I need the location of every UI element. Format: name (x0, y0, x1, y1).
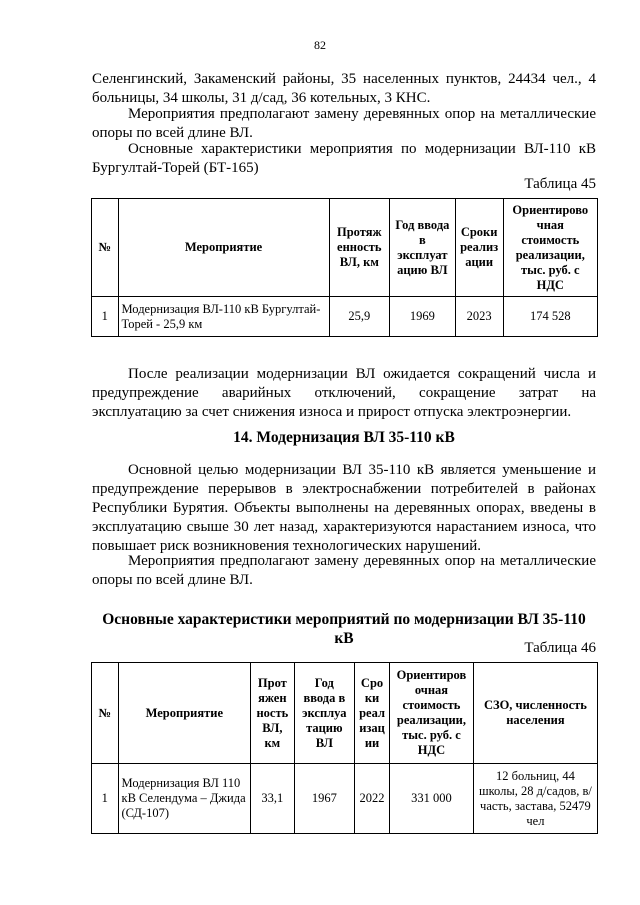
table-header-cell: Год ввода в эксплуа тацию ВЛ (294, 663, 354, 764)
table-46-caption: Таблица 46 (524, 640, 596, 656)
table-cell: Модернизация ВЛ-110 кВ Бургултай-Торей - 25,9 км (118, 297, 329, 337)
text-line: Основные характеристики мероприятия по модернизации ВЛ-110 кВ (128, 141, 596, 157)
text-line: опоры по всей длине ВЛ. (92, 572, 253, 588)
table-cell: 2022 (355, 764, 390, 834)
table-header-cell: Протяж енность ВЛ, км (329, 199, 389, 297)
table-header-cell: Ориентирово чная стоимость реализации, тыс. руб. с НДС (503, 199, 597, 297)
text-line: эксплуатацию свыше 30 лет назад, характеризуются нарастанием износа, что (92, 519, 596, 535)
table-header-cell: Год ввода в эксплуат ацию ВЛ (390, 199, 456, 297)
table-cell: 1 (92, 764, 119, 834)
table-46 (91, 662, 598, 834)
table-cell: 2023 (455, 297, 503, 337)
table-header-cell: Сро ки реал изац ии (355, 663, 390, 764)
table-cell: 174 528 (503, 297, 597, 337)
table-header-cell: Прот яжен ность ВЛ, км (251, 663, 294, 764)
text-line: Селенгинский, Закаменский районы, 35 населенных пунктов, 24434 чел., 4 (92, 71, 596, 87)
table-header-cell: Сроки реализ ации (455, 199, 503, 297)
table-cell: 25,9 (329, 297, 389, 337)
text-line: После реализации модернизации ВЛ ожидается сокращений числа и (128, 366, 596, 382)
table-header-cell: Мероприятие (118, 199, 329, 297)
table-cell: 12 больниц, 44 школы, 28 д/садов, в/часть, застава, 52479 чел (473, 764, 597, 834)
text-line: Республики Бурятия. Объекты выполнены на деревянных опорах, введены в (92, 500, 596, 516)
characteristics-heading: Основные характеристики мероприятий по модернизации ВЛ 35-110 кВ (102, 611, 586, 647)
text-line: Мероприятия предполагают замену деревянных опор на металлические (128, 553, 596, 569)
table-header-cell: № (92, 199, 119, 297)
table-45 (91, 198, 598, 337)
page-number: 82 (314, 38, 326, 52)
text-line: Основной целью модернизации ВЛ 35-110 кВ является уменьшение и (128, 462, 596, 478)
text-line: повышает риск возникновения технологических нарушений. (92, 538, 482, 554)
table-cell: 331 000 (390, 764, 474, 834)
table-row (92, 297, 598, 337)
table-header-row (92, 199, 598, 297)
table-header-cell: № (92, 663, 119, 764)
paragraph-2 (92, 105, 596, 143)
paragraph-1 (92, 70, 596, 108)
table-cell: 1967 (294, 764, 354, 834)
table-cell: 1 (92, 297, 119, 337)
table-cell: 33,1 (251, 764, 294, 834)
table-row (92, 764, 598, 834)
table-header-cell: Мероприятие (118, 663, 251, 764)
text-line: предупреждение аварийных отключений, сокращение затрат на (92, 385, 596, 401)
table-header-cell: Ориентиров очная стоимость реализации, тыс. руб. с НДС (390, 663, 474, 764)
text-line: больницы, 34 школы, 31 д/сад, 36 котельных, 3 КНС. (92, 90, 431, 106)
text-line: Бургултай-Торей (БТ-165) (92, 160, 259, 176)
paragraph-3 (92, 140, 596, 178)
paragraph-5 (92, 461, 596, 556)
text-line: опоры по всей длине ВЛ. (92, 125, 253, 141)
table-header-row (92, 663, 598, 764)
table-header-cell: СЗО, численность населения (473, 663, 597, 764)
text-line: предупреждение перерывов в электроснабжении потребителей в районах (92, 481, 596, 497)
text-line: эксплуатацию за счет снижения износа и прирост отпуска электроэнергии. (92, 404, 572, 420)
paragraph-4 (92, 365, 596, 422)
table-cell: 1969 (390, 297, 456, 337)
table-cell: Модернизация ВЛ 110 кВ Селендума – Джида (СД-107) (118, 764, 251, 834)
table-45-caption: Таблица 45 (524, 176, 596, 192)
paragraph-6 (92, 552, 596, 590)
text-line: Мероприятия предполагают замену деревянных опор на металлические (128, 106, 596, 122)
section-heading-14: 14. Модернизация ВЛ 35-110 кВ (233, 429, 455, 446)
